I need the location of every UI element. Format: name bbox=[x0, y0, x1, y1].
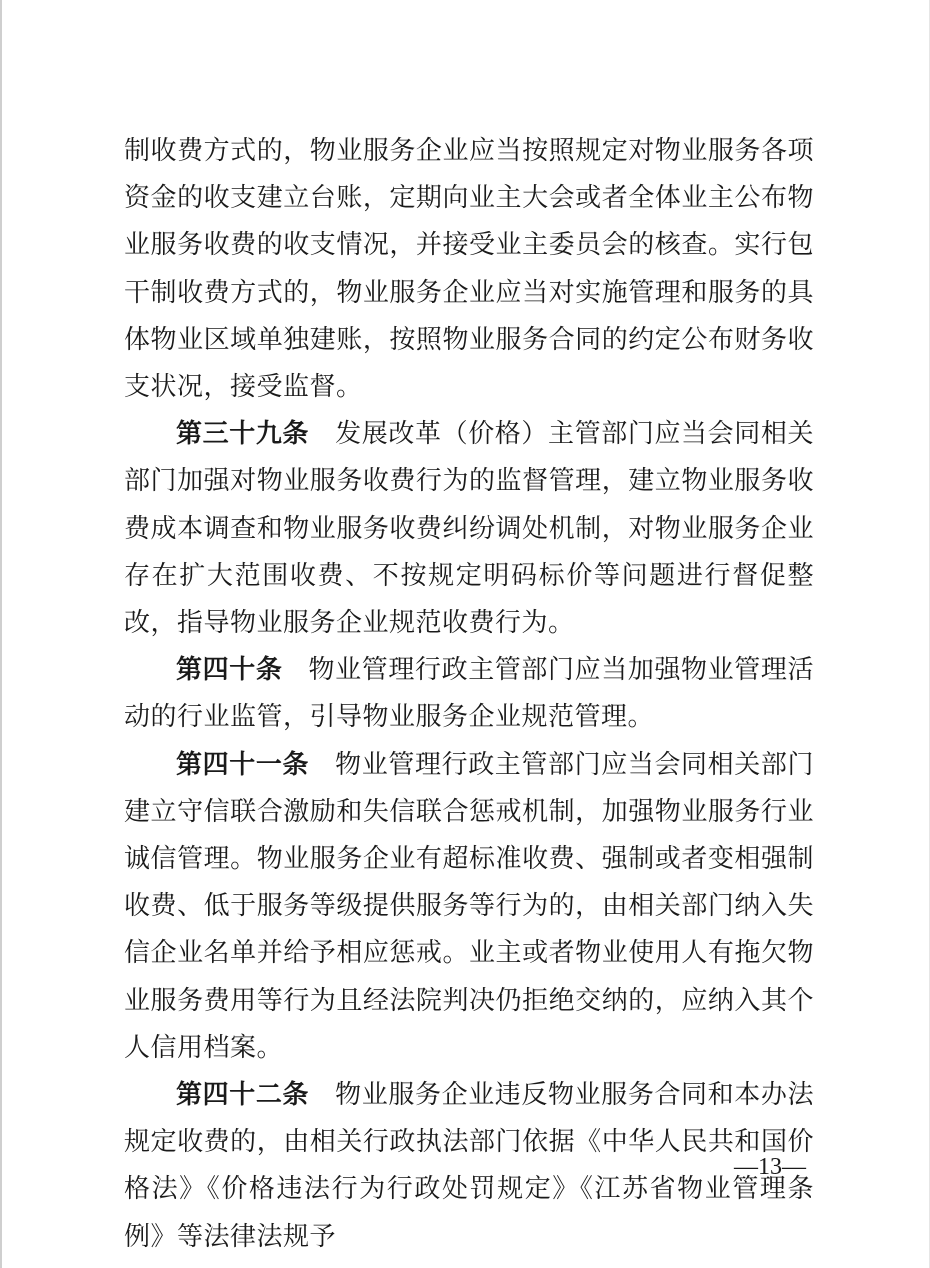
article-heading: 第四十一条 bbox=[176, 749, 310, 780]
paragraph-text: 物业服务企业违反物业服务合同和本办法规定收费的，由相关行政执法部门依据《中华人民共和国价格法》《价格违法行为行政处罚规定》《江苏省物业管理条例》等法律法规予 bbox=[124, 1080, 814, 1252]
article-heading: 第四十条 bbox=[176, 655, 283, 686]
paragraph-text: 制收费方式的，物业服务企业应当按照规定对物业服务各项资金的收支建立台账，定期向业主大会或者全体业主公布物业服务收费的收支情况，并接受业主委员会的核查。实行包干制收费方式的，物业服务企业应当对实施管理和服务的具体物业区域单独建账，按照物业服务合同的约定公布财务收支状况，接受监督。 bbox=[124, 136, 814, 403]
article-heading: 第四十二条 bbox=[176, 1080, 310, 1111]
article-41 bbox=[124, 742, 814, 1072]
paragraph-text: 物业管理行政主管部门应当加强物业管理活动的行业监管，引导物业服务企业规范管理。 bbox=[124, 655, 814, 733]
document-body bbox=[124, 128, 814, 1261]
page-number: —13— bbox=[734, 1154, 806, 1180]
article-heading: 第三十九条 bbox=[176, 419, 310, 450]
paragraph-text: 物业管理行政主管部门应当会同相关部门建立守信联合激励和失信联合惩戒机制，加强物业服务行业诚信管理。物业服务企业有超标准收费、强制或者变相强制收费、低于服务等级提供服务等行为的，由相关部门纳入失信企业名单并给予相应惩戒。业主或者物业使用人有拖欠物业服务费用等行为且经法院判决仍拒绝交纳的，应纳入其个人信用档案。 bbox=[124, 749, 814, 1063]
article-39 bbox=[124, 411, 814, 647]
paragraph-continuation bbox=[124, 128, 814, 411]
article-40 bbox=[124, 647, 814, 741]
paragraph-text: 发展改革（价格）主管部门应当会同相关部门加强对物业服务收费行为的监督管理，建立物业服务收费成本调查和物业服务收费纠纷调处机制，对物业服务企业存在扩大范围收费、不按规定明码标价等问题进行督促整改，指导物业服务企业规范收费行为。 bbox=[124, 419, 814, 639]
article-42 bbox=[124, 1072, 814, 1261]
